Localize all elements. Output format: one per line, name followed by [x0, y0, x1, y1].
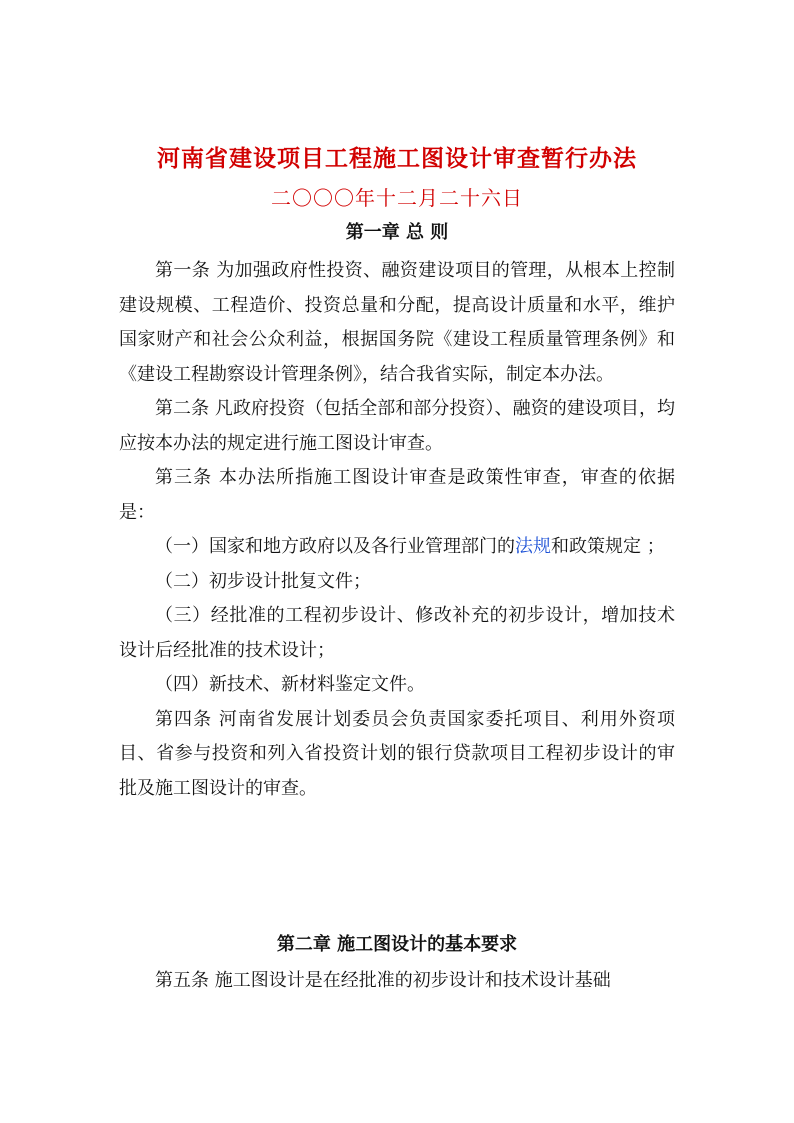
chapter-2-heading: 第二章 施工图设计的基本要求: [276, 934, 518, 955]
article-2: 第二条 凡政府投资（包括全部和部分投资）、融资的建设项目，均应按本办法的规定进行施工图设计审查。: [119, 398, 675, 454]
basis-item-2: （二）初步设计批复文件；: [155, 570, 371, 592]
document-title: 河南省建设项目工程施工图设计审查暂行办法: [157, 145, 637, 172]
article-5: 第五条 施工图设计是在经批准的初步设计和技术设计基础: [155, 970, 611, 991]
article-4: 第四条 河南省发展计划委员会负责国家委托项目、利用外资项目、省参与投资和列入省投资计划的银行贷款项目工程初步设计的审批及施工图设计的审查。: [119, 708, 675, 799]
chapter-1-body: [119, 254, 675, 806]
article-1: 第一条 为加强政府性投资、融资建设项目的管理，从根本上控制建设规模、工程造价、投资总量和分配，提高设计质量和水平，维护国家财产和社会公众利益，根据国务院《建设工程质量管理条例》和《建设工程勘察设计管理条例》，结合我省实际，制定本办法。: [119, 260, 675, 385]
regulations-link[interactable]: 法规: [515, 536, 551, 557]
article-3: 第三条 本办法所指施工图设计审查是政策性审查，审查的依据是：: [119, 467, 675, 523]
basis-item-1-text-b: 和政策规定 ；: [551, 536, 665, 557]
basis-item-4: （四）新技术、新材料鉴定文件。: [155, 674, 425, 695]
chapter-2-body: [119, 964, 675, 999]
basis-item-1-text-a: （一）国家和地方政府以及各行业管理部门的: [155, 536, 515, 557]
basis-item-1: [119, 530, 675, 565]
chapter-1-heading: 第一章 总 则: [345, 222, 449, 243]
basis-item-3: （三）经批准的工程初步设计、修改补充的初步设计，增加技术设计后经批准的技术设计；: [119, 605, 675, 661]
document-date: 二〇〇〇年十二月二十六日: [271, 186, 523, 210]
